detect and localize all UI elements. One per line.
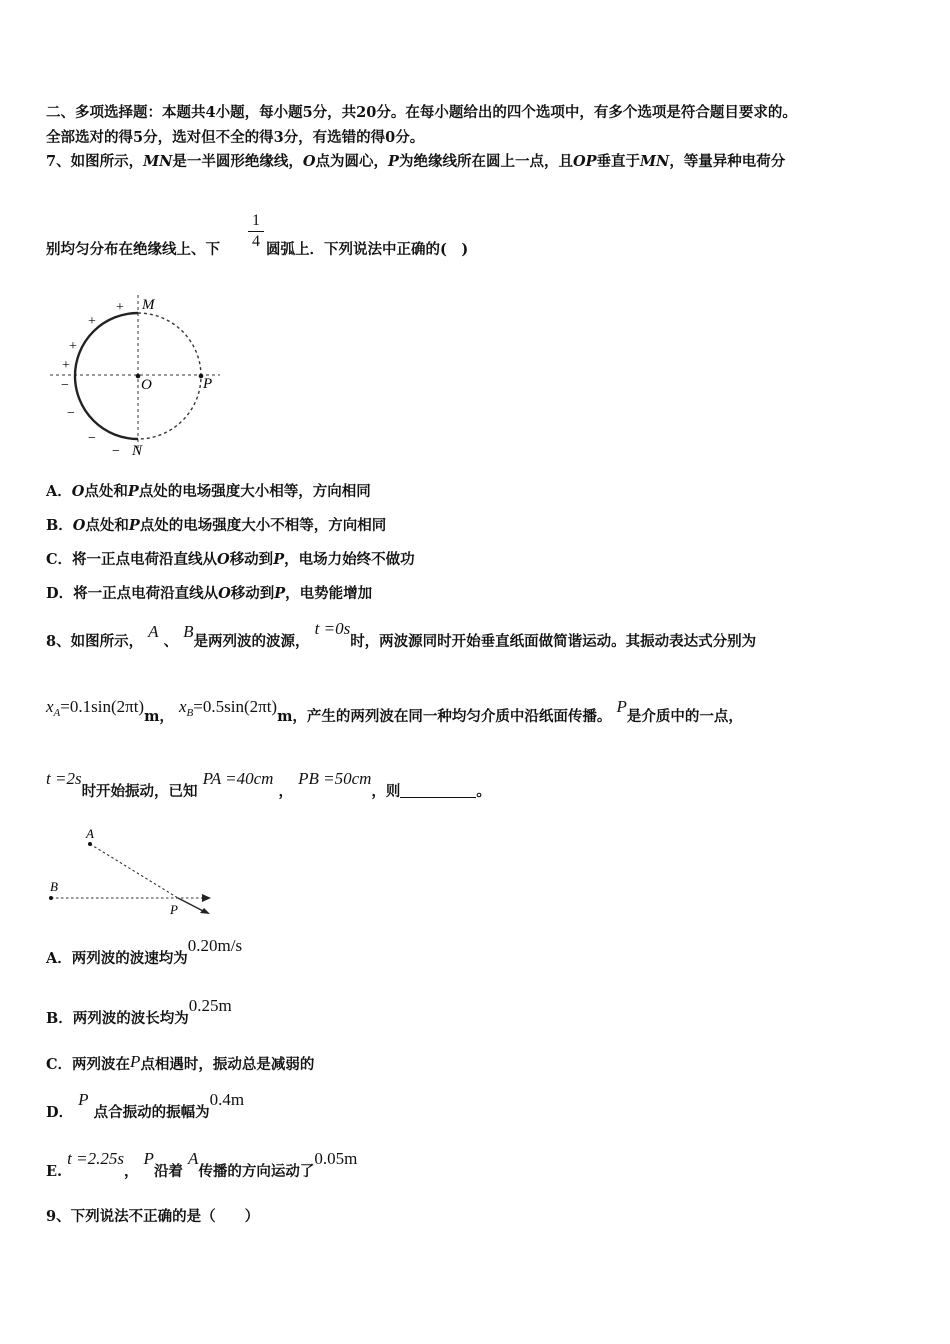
option-letter: D． [46, 585, 74, 602]
q7-stem-line1 [46, 152, 785, 172]
q7-frac-num: 1 [252, 212, 260, 229]
q7-dashed-semicircle [138, 313, 201, 439]
q8-stem-line3 [46, 769, 491, 802]
q7-semicircle-insulator [75, 313, 138, 439]
q8-option-d[interactable] [46, 1090, 245, 1123]
q8-option-a[interactable] [46, 936, 243, 969]
option-text: 两列波在 [72, 1056, 131, 1073]
option-value: 0.25m [188, 996, 232, 1015]
q8-xa: x [46, 697, 54, 716]
option-letter: B． [46, 1010, 73, 1027]
q8-arrow-ap-tip [178, 898, 205, 912]
q8-option-e[interactable] [46, 1149, 358, 1182]
q7-t1: 是一半圆形绝缘线， [172, 153, 303, 170]
q8-option-c[interactable] [46, 1054, 314, 1075]
q7-t3: 为绝缘线所在圆上一点，且 [398, 153, 573, 170]
option-o: O [217, 551, 230, 568]
q7-t2: 点为圆心， [315, 153, 389, 170]
option-p: P [274, 585, 286, 602]
option-p: P [143, 1149, 154, 1168]
q8-xa-eq: =0.1sin(2πt) [60, 697, 145, 716]
q7-t4: 垂直于 [596, 153, 640, 170]
option-text: 两列波的波长均为 [72, 1010, 189, 1027]
answer-blank[interactable] [400, 783, 476, 798]
option-text: 将一正点电荷沿直线从 [73, 585, 219, 602]
q7-mn2: MN [640, 153, 670, 170]
q7-figure [40, 285, 240, 463]
q7-minus-sign: − [67, 406, 75, 421]
q9-stem: 9、下列说法不正确的是（ ） [46, 1208, 260, 1225]
option-comma: ， [123, 1163, 139, 1180]
q8-num: 8、如图所示， [46, 633, 144, 650]
q8-stem-line2 [46, 697, 743, 732]
option-text: 点处的电场强度大小相等，方向相同 [138, 483, 371, 500]
q8-figure [40, 822, 230, 922]
q8-source-b-dot [49, 896, 53, 900]
q8-t2: 时，两波源同时开始垂直纸面做简谐运动。其振动表达式分别为 [350, 633, 757, 650]
option-text: 传播的方向运动了 [198, 1163, 315, 1180]
q8-end: 。 [476, 783, 491, 800]
option-text: 点相遇时，振动总是减弱的 [140, 1056, 315, 1073]
q8-source-a-dot [88, 842, 92, 846]
q8-stem-line1 [46, 619, 757, 652]
option-p: P [273, 551, 285, 568]
q8-xb-sub: B [186, 706, 194, 719]
q8-option-b[interactable] [46, 996, 232, 1029]
q7-minus-sign: − [112, 444, 120, 459]
option-letter: C． [46, 551, 73, 568]
q7-option-d[interactable] [46, 584, 372, 604]
option-letter: D． [46, 1104, 74, 1121]
q7-stem-line2a: 别均匀分布在绝缘线上、下 [46, 241, 220, 258]
q8-xb: x [179, 697, 187, 716]
option-text: 点合振动的振幅为 [93, 1104, 210, 1121]
option-text: 点处和 [85, 517, 129, 534]
q7-stem-line2b: 圆弧上．下列说法中正确的( ) [266, 241, 469, 258]
option-o: O [72, 517, 86, 534]
section-heading-line2: 全部选对的得5分，选对但不全的得3分，有选错的得0分。 [46, 129, 425, 146]
q7-num: 7、如图所示， [46, 153, 144, 170]
option-text: ，电势能增加 [285, 585, 373, 602]
option-letter: B． [46, 517, 73, 534]
q7-label-o: O [141, 377, 152, 393]
q7-t5: ，等量异种电荷分 [669, 153, 786, 170]
q8-t3: 是介质中的一点， [626, 708, 743, 725]
option-o: O [71, 483, 85, 500]
option-text: 将一正点电荷沿直线从 [72, 551, 218, 568]
q8-b: B [183, 622, 194, 641]
option-value: 0.20m/s [187, 936, 243, 955]
q8-xb-eq: =0.5sin(2πt) [193, 697, 278, 716]
option-letter: A． [46, 483, 72, 500]
q8-xb-expr [179, 697, 278, 719]
option-p: P [78, 1090, 89, 1109]
option-text: 两列波的波速均为 [71, 950, 188, 967]
option-p: P [128, 517, 140, 534]
q8-p: P [616, 697, 627, 716]
q8-arrow-ap-head [200, 908, 210, 914]
option-text: 点处的电场强度大小不相等，方向相同 [139, 517, 387, 534]
q8-t5: ，则 [371, 783, 401, 800]
q7-frac-den: 4 [252, 233, 260, 250]
q7-option-c[interactable] [46, 550, 415, 570]
option-p: P [127, 483, 139, 500]
option-p: P [130, 1052, 141, 1071]
option-letter: A． [46, 950, 72, 967]
q7-label-p: P [203, 376, 213, 392]
option-o: O [218, 585, 231, 602]
q8-comma: ， [278, 783, 294, 800]
q8-t4: 时开始振动，已知 [81, 783, 198, 800]
q8-t2s: t =2s [46, 769, 82, 788]
q8-t0: t =0s [314, 619, 351, 638]
q7-mn: MN [143, 153, 173, 170]
option-time: t =2.25s [67, 1149, 124, 1168]
section-heading-line1: 二、多项选择题：本题共4小题，每小题5分，共20分。在每小题给出的四个选项中，有多个选项是符合题目要求的。 [46, 104, 797, 121]
q7-minus-sign: − [88, 431, 96, 446]
q8-m1: m， [144, 708, 174, 725]
q7-plus-sign: + [62, 358, 70, 373]
q7-label-m: M [142, 297, 155, 313]
q7-plus-sign: + [116, 300, 124, 315]
q7-p: P [388, 153, 399, 170]
q7-center-dot [136, 374, 141, 379]
q8-pb: PB =50cm [298, 769, 372, 788]
q7-op: OP [572, 153, 597, 170]
option-text: 沿着 [153, 1163, 183, 1180]
option-text: 点处和 [84, 483, 128, 500]
q7-plus-sign: + [88, 314, 96, 329]
q8-sep: 、 [163, 633, 179, 650]
q8-label-a: A [86, 826, 94, 841]
q8-t1: 是两列波的波源， [193, 633, 310, 650]
option-text: 移动到 [229, 551, 274, 568]
q8-m2: m，产生的两列波在同一种均匀介质中沿纸面传播。 [277, 708, 612, 725]
q7-frac-bar [248, 231, 264, 232]
option-text: 移动到 [230, 585, 275, 602]
q8-xa-expr [46, 697, 145, 719]
option-letter: C． [46, 1056, 73, 1073]
option-letter: E. [46, 1163, 63, 1180]
q8-arrow-bp-head [202, 894, 211, 902]
option-value: 0.05m [314, 1149, 358, 1168]
q7-option-b[interactable] [46, 516, 386, 536]
q8-xa-sub: A [53, 706, 61, 719]
q8-line-ap [90, 844, 178, 898]
q8-a: A [148, 622, 159, 641]
q8-pa: PA =40cm [202, 769, 274, 788]
q8-label-p: P [170, 902, 178, 917]
q7-label-n: N [132, 443, 143, 459]
option-text: ，电场力始终不做功 [284, 551, 415, 568]
option-a: A [188, 1149, 199, 1168]
q7-minus-sign: − [61, 378, 69, 393]
q7-plus-sign: + [69, 339, 77, 354]
q7-option-a[interactable] [46, 482, 371, 502]
q7-fraction [248, 212, 264, 251]
option-value: 0.4m [209, 1090, 245, 1109]
q8-label-b: B [50, 879, 58, 894]
q7-o: O [302, 153, 316, 170]
